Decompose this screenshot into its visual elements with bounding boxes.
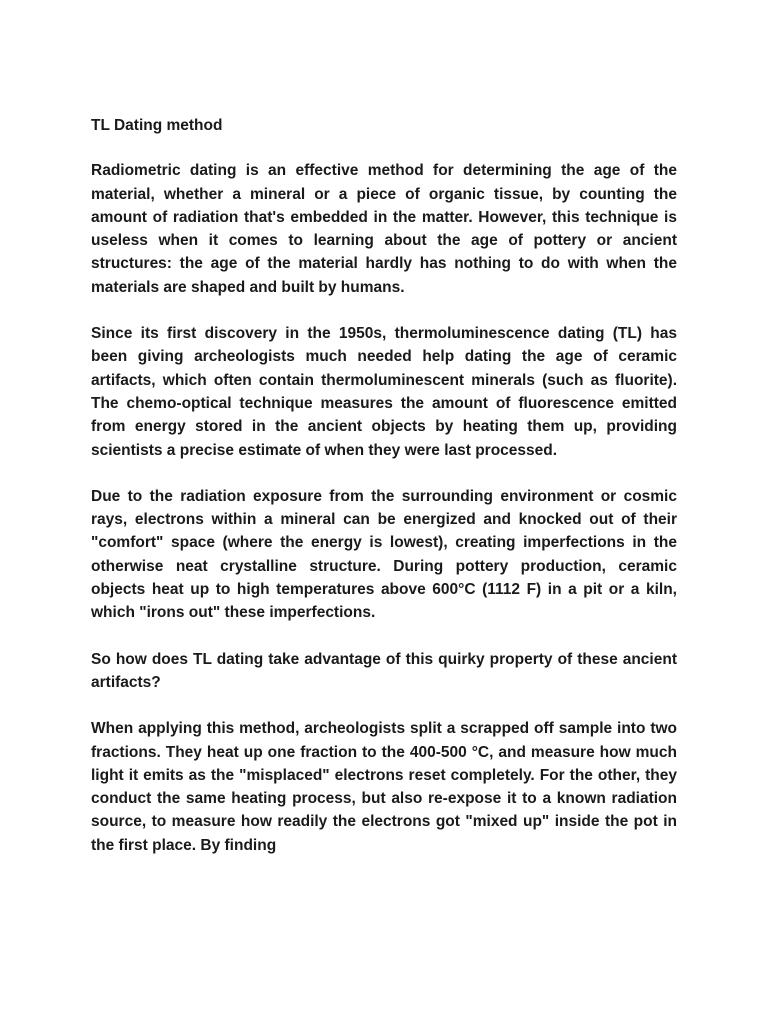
paragraph-radiometric-dating: Radiometric dating is an effective method for determining the age of the material, whether a mineral or a piece of organic tissue, by counting the amount of radiation that's embedded in the matter. However, this technique is useless when it comes to learning about the age of pottery or ancient structures: the age of the material hardly has nothing to do with when the materials are shaped and built by humans. (91, 162, 677, 296)
paragraph-tl-discovery: Since its first discovery in the 1950s, thermoluminescence dating (TL) has been giving archeologists much needed help dating the age of ceramic artifacts, which often contain thermoluminescent minerals (such as fluorite). The chemo-optical technique measures the amount of fluorescence emitted from energy stored in the ancient objects by heating them up, providing scientists a precise estimate of when they were last processed. (91, 325, 677, 459)
document-page (91, 114, 677, 880)
paragraph-radiation-exposure: Due to the radiation exposure from the surrounding environment or cosmic rays, electrons within a mineral can be energized and knocked out of their "comfort" space (where the energy is lowest), creating imperfections in the otherwise neat crystalline structure. During pottery production, ceramic objects heat up to high temperatures above 600°C (1112 F) in a pit or a kiln, which "irons out" these imperfections. (91, 487, 677, 622)
paragraph-method: When applying this method, archeologists split a scrapped off sample into two fractions. They heat up one fraction to the 400-500 °C, and measure how much light it emits as the "misplaced" electrons reset completely. For the other, they conduct the same heating process, but also re-expose it to a known radiation source, to measure how readily the electrons got "mixed up" inside the pot in the first place. By finding (91, 720, 677, 854)
document-title: TL Dating method (91, 117, 223, 134)
paragraph-question: So how does TL dating take advantage of this quirky property of these ancient artifacts? (91, 650, 677, 691)
